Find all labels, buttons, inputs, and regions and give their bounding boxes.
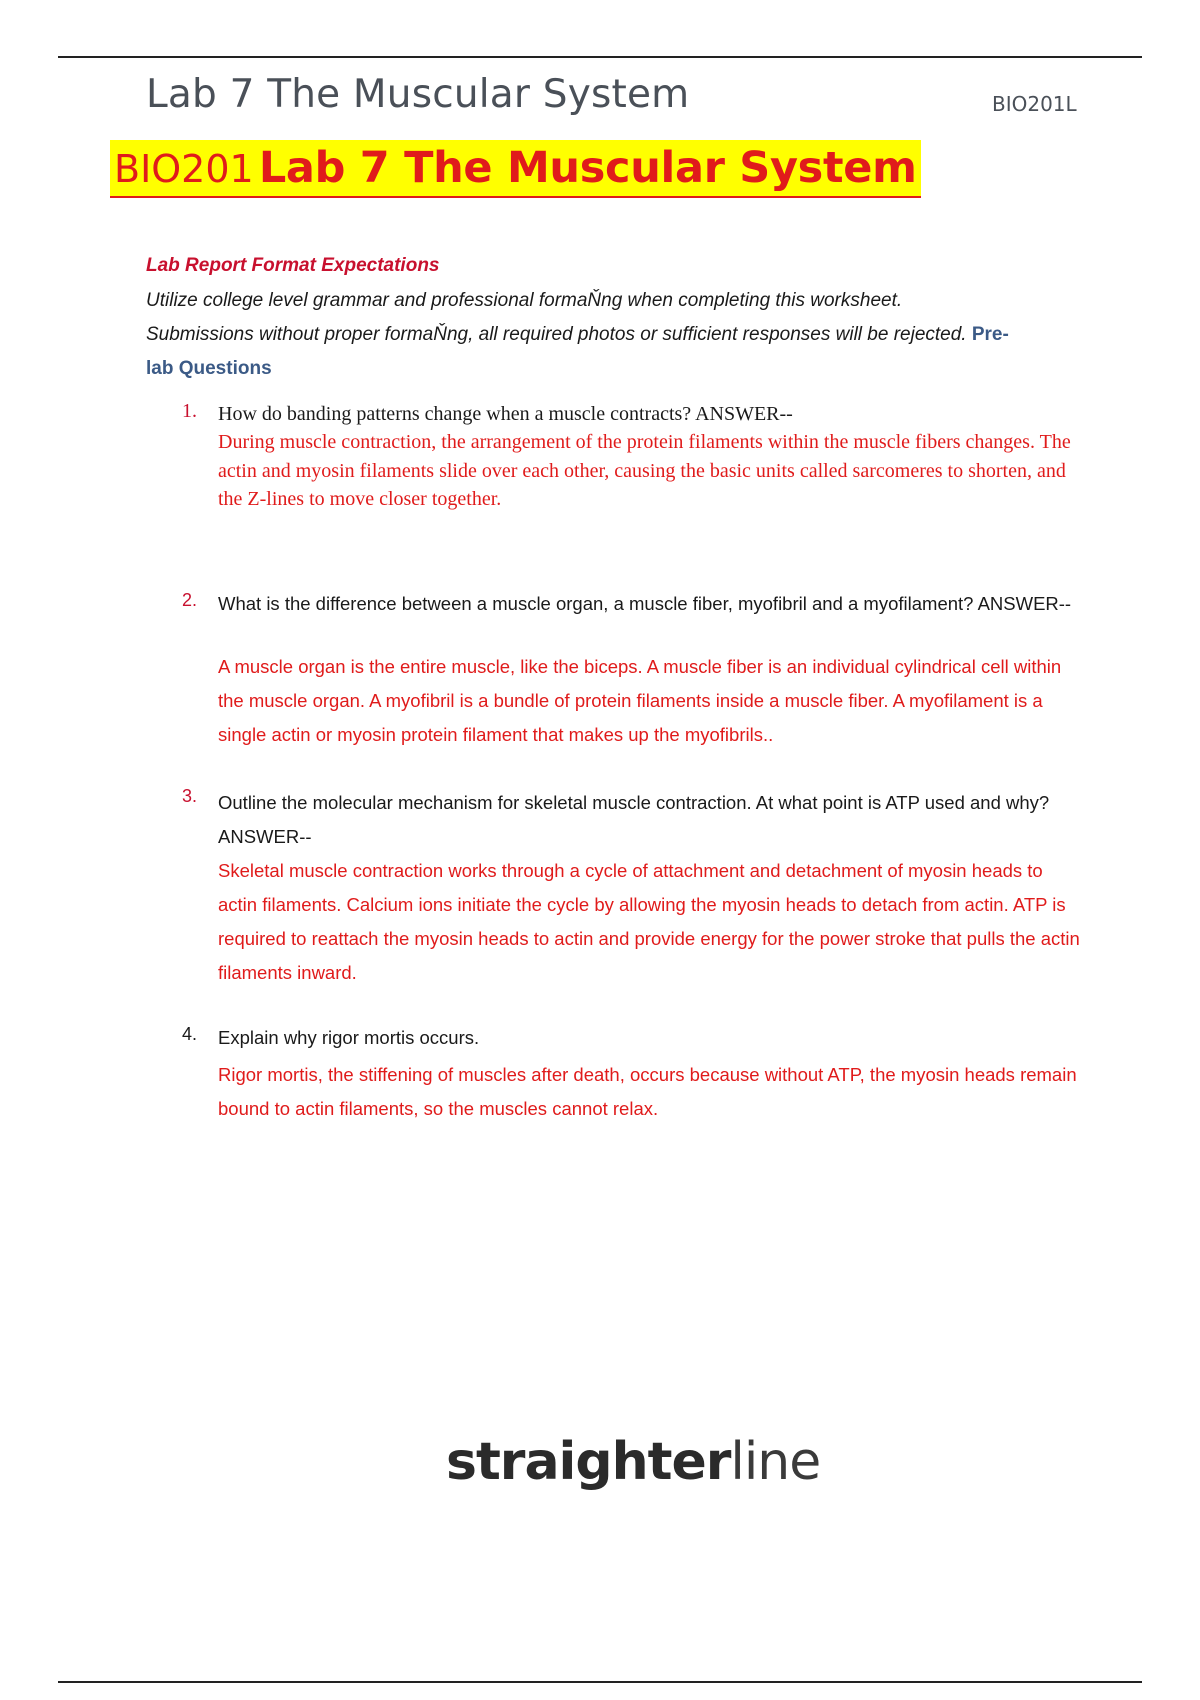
prelab-heading-end: lab Questions — [146, 358, 272, 379]
prelab-heading-start: Pre- — [971, 324, 1009, 345]
logo-light-part: line — [730, 1432, 821, 1492]
document-title-code: BIO201 — [114, 147, 254, 191]
running-header-title: Lab 7 The Muscular System — [146, 72, 690, 117]
top-rule — [58, 56, 1142, 58]
question-text: What is the difference between a muscle organ, a muscle fiber, myofibril and a myofilament? ANSWER-- — [218, 593, 1072, 614]
question-text: Outline the molecular mechanism for skeletal muscle contraction. At what point is ATP used and why? ANSWER-- — [218, 792, 1050, 847]
bottom-rule — [58, 1681, 1142, 1683]
question-text: Explain why rigor mortis occurs. — [218, 1027, 480, 1048]
expectations-heading: Lab Report Format Expectations — [146, 255, 440, 276]
answer-text: Skeletal muscle contraction works through a cycle of attachment and detachment of myosin heads to actin filaments. Calcium ions initiate the cycle by allowing the myosin heads to detach from actin. ATP is required to reattach the myosin heads to actin and provide energy for the power stroke that pulls the actin filaments inward. — [218, 860, 1080, 983]
answer-text: During muscle contraction, the arrangement of the protein filaments within the muscle fibers changes. The actin and myosin filaments slide over each other, causing the basic units called sarcomeres to shorten, and the Z-lines to move closer together. — [218, 431, 1071, 510]
document-title — [110, 140, 921, 198]
question-number: 1. — [182, 400, 197, 422]
answer-text: A muscle organ is the entire muscle, like the biceps. A muscle fiber is an individual cylindrical cell within the muscle organ. A myofibril is a bundle of protein filaments inside a muscle fiber. A myofilament is a single actin or myosin protein filament that makes up the myofibrils.. — [218, 656, 1062, 745]
expectations-line-2 — [146, 324, 1086, 346]
document-title-name: Lab 7 The Muscular System — [258, 143, 917, 193]
logo-bold-part: straighter — [446, 1432, 731, 1492]
question-number: 3. — [182, 786, 198, 806]
expectations-line-2-text: Submissions without proper formaŇng, all required photos or sufficient responses will be rejected. — [146, 324, 967, 345]
question-number: 2. — [182, 590, 198, 610]
straighterline-logo — [446, 1432, 820, 1492]
question-number: 4. — [182, 1024, 198, 1044]
question-text: How do banding patterns change when a muscle contracts? ANSWER-- — [218, 403, 793, 425]
running-header-course-code: BIO201L — [992, 92, 1077, 116]
answer-text: Rigor mortis, the stiffening of muscles after death, occurs because without ATP, the myosin heads remain bound to actin filaments, so the muscles cannot relax. — [218, 1064, 1077, 1119]
expectations-line-1: Utilize college level grammar and professional formaŇng when completing this worksheet. — [146, 290, 903, 311]
